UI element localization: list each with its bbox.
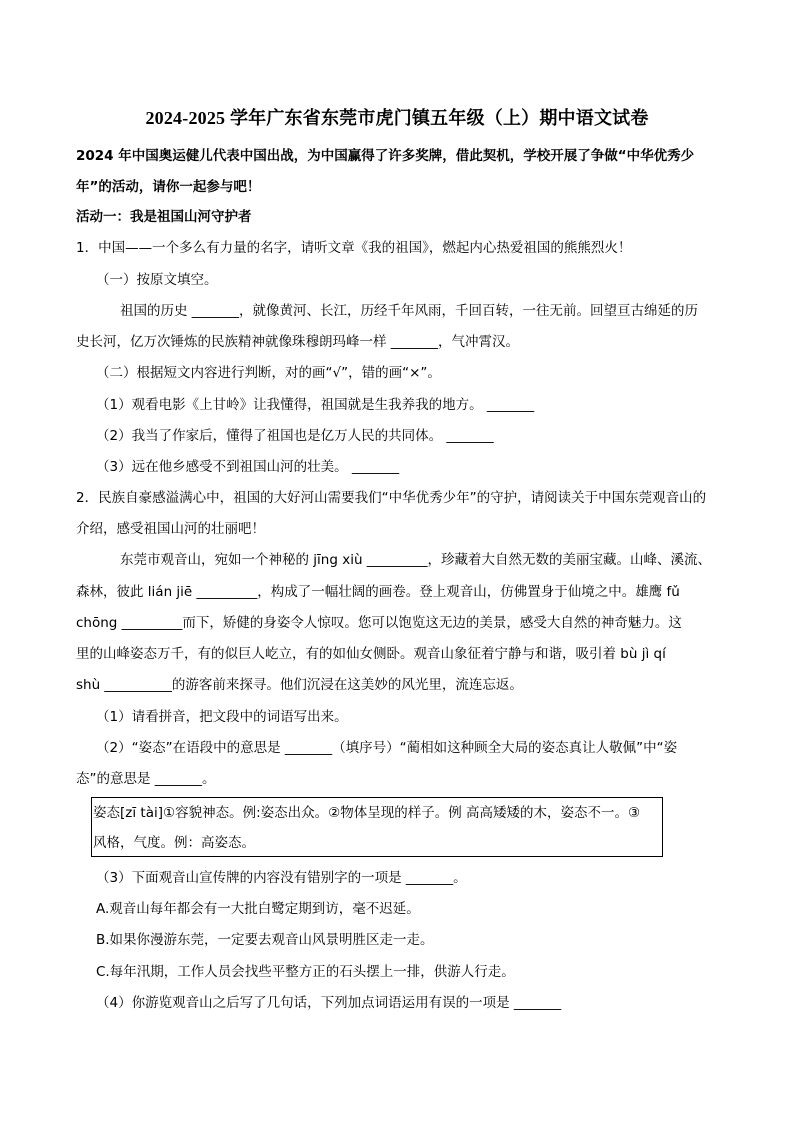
intro-line-1: 2024 年中国奥运健儿代表中国出战，为中国赢得了许多奖牌，借此契机，学校开展了争做“中华优秀少 <box>76 148 695 164</box>
judgement-1: （1）观看电影《上甘岭》让我懂得，祖国就是生我养我的地方。 _______ <box>96 397 535 413</box>
judgement-3: （3）远在他乡感受不到祖国山河的壮美。 _______ <box>96 459 400 475</box>
question-2-sub-4: （4）你游览观音山之后写了几句话，下列加点词语运用有误的一项是 _______ <box>96 995 562 1011</box>
passage-line-1: 东莞市观音山，宛如一个神秘的 jīng xiù _________，珍藏着大自然无数的美丽宝藏。山峰、溪流、 <box>120 552 712 568</box>
question-2-sub-2-line-1: （2）“姿态”在语段中的意思是 _______（填序号）“蔺相如这种顾全大局的姿态真让人敬佩”中“姿 <box>96 740 678 756</box>
passage-line-5: shù __________的游客前来探寻。他们沉浸在这美妙的风光里，流连忘返。 <box>76 677 523 693</box>
question-2-sub-2-line-2: 态”的意思是 _______。 <box>76 771 216 787</box>
dictionary-entry-line-2: 风格，气度。例：高姿态。 <box>93 835 255 851</box>
question-1-part-1-label: （一）按原文填空。 <box>96 272 218 288</box>
dictionary-entry-line-1: 姿态[zī tài]①容貌神态。例:姿态出众。②物体呈现的样子。例 高高矮矮的木，姿态不一。③ <box>93 805 641 821</box>
question-1-part-2-label: （二）根据短文内容进行判断，对的画“√”，错的画“×”。 <box>96 365 441 381</box>
question-2-stem-line-1: 2．民族自豪感溢满心中，祖国的大好河山需要我们“中华优秀少年”的守护，请阅读关于中国东莞观音山的 <box>76 490 707 506</box>
exam-title: 2024-2025 学年广东省东莞市虎门镇五年级（上）期中语文试卷 <box>145 108 649 128</box>
judgement-2: （2）我当了作家后，懂得了祖国也是亿万人民的共同体。 _______ <box>96 428 494 444</box>
passage-line-2: 森林，彼此 lián jiē _________，构成了一幅壮阔的画卷。登上观音山，仿佛置身于仙境之中。雄鹰 fǔ <box>76 584 680 600</box>
option-c: C.每年汛期，工作人员会找些平整方正的石头摆上一排，供游人行走。 <box>96 964 515 980</box>
question-1-part-1-text-line-2: 史长河，亿万次锤炼的民族精神就像珠穆朗玛峰一样 _______，气冲霄汉。 <box>76 334 520 350</box>
question-1-stem: 1．中国——一个多么有力量的名字，请听文章《我的祖国》，燃起内心热爱祖国的熊熊烈火！ <box>76 240 632 256</box>
intro-line-2: 年”的活动，请你一起参与吧！ <box>76 179 261 195</box>
question-1-part-1-text-line-1: 祖国的历史 _______，就像黄河、长江，历经千年风雨，千回百转，一往无前。回望亘古绵延的历 <box>120 303 699 319</box>
question-2-stem-line-2: 介绍，感受祖国山河的壮丽吧！ <box>76 521 265 537</box>
passage-line-4: 里的山峰姿态万千，有的似巨人屹立，有的如仙女侧卧。观音山象征着宁静与和谐，吸引着 bù jì qí <box>76 646 666 662</box>
activity-one-heading: 活动一：我是祖国山河守护者 <box>76 209 252 225</box>
question-2-sub-3: （3）下面观音山宣传牌的内容没有错别字的一项是 _______。 <box>96 870 467 886</box>
question-2-sub-1: （1）请看拼音，把文段中的词语写出来。 <box>96 709 348 725</box>
option-a: A.观音山每年都会有一大批白鹭定期到访，毫不迟延。 <box>96 901 420 917</box>
option-b: B.如果你漫游东莞，一定要去观音山风景明胜区走一走。 <box>96 932 434 948</box>
passage-line-3: chōng _________而下，矫健的身姿令人惊叹。您可以饱览这无边的美景，感受大自然的神奇魅力。这 <box>76 615 682 631</box>
